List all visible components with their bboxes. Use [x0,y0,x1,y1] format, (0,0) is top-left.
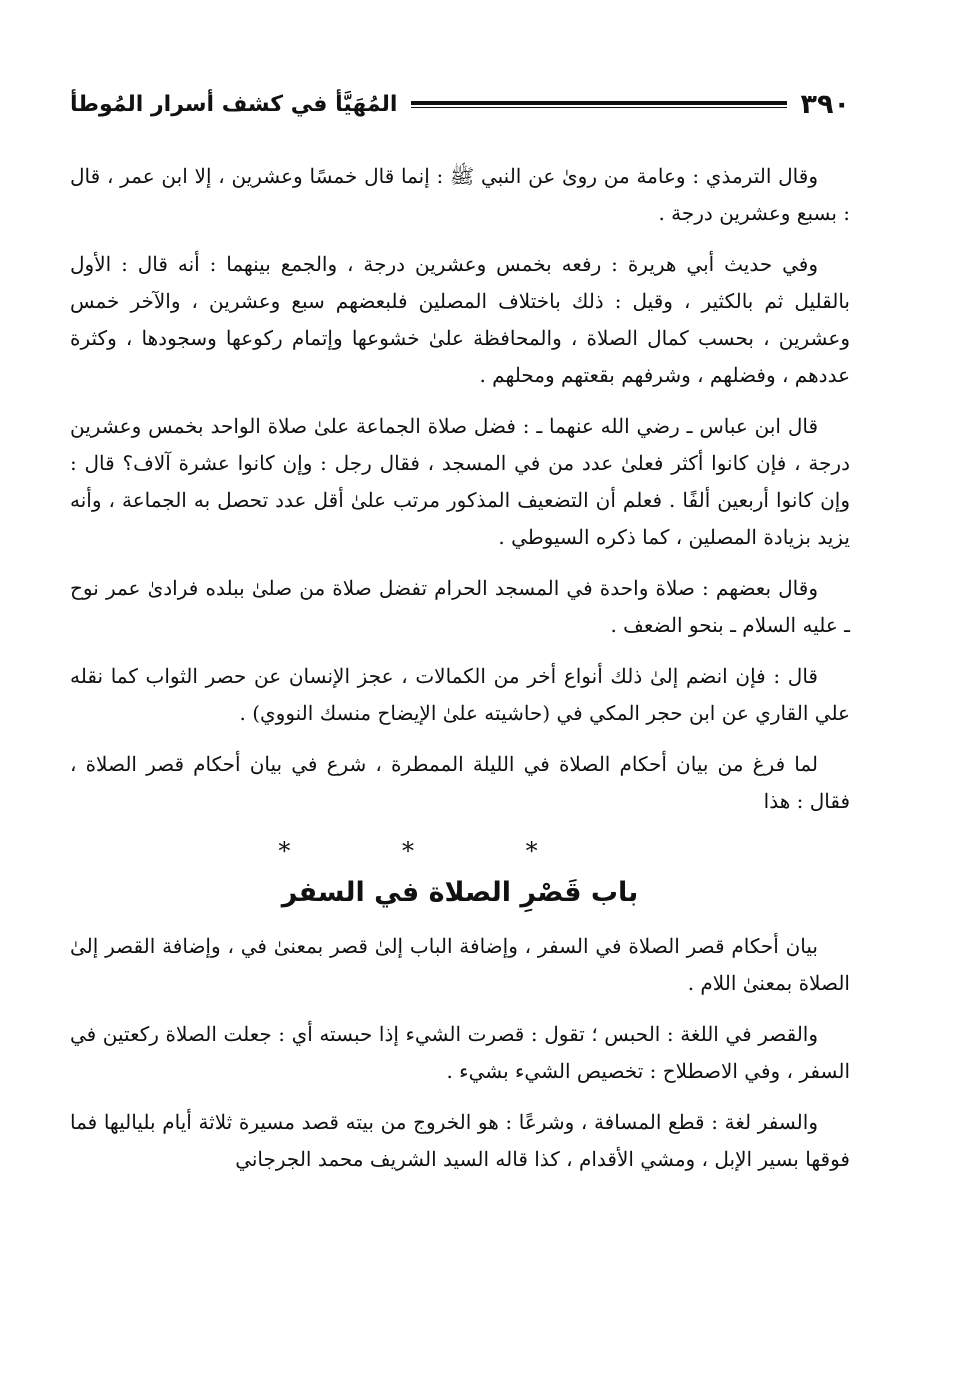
paragraph: وقال بعضهم : صلاة واحدة في المسجد الحرام تفضل صلاة من صلىٰ ببلده فرادىٰ عمر نوح ـ عليه السلام ـ بنحو الضعف . [70,576,850,637]
page-body [70,158,850,1192]
section-separator: * * * [278,837,590,865]
header-rule-thick [411,101,786,105]
page-number: ٣٩٠ [800,88,850,120]
chapter-title: باب قَصْرِ الصلاة في السفر [281,877,639,908]
paragraph: قال ابن عباس ـ رضي الله عنهما ـ : فضل صلاة الجماعة علىٰ صلاة الواحد بخمس وعشرين درجة ، فإن كانوا أكثر فعلىٰ عدد من في المسجد ، فقال رجل : وإن كانوا عشرة آلاف؟ قال : وإن كانوا أربعين ألفًا . فعلم أن التضعيف المذكور مرتب علىٰ أقل عدد تحصل به الجماعة ، وأنه يزيد بزيادة المصلين ، كما ذكره السيوطي . [70,414,850,549]
paragraph: قال : فإن انضم إلىٰ ذلك أنواع أخر من الكمالات ، عجز الإنسان عن حصر الثواب كما نقله علي القاري عن ابن حجر المكي في (حاشيته علىٰ الإيضاح منسك النووي) . [70,664,850,725]
header-rule [411,99,786,109]
paragraph: بيان أحكام قصر الصلاة في السفر ، وإضافة الباب إلىٰ قصر بمعنىٰ في ، وإضافة القصر إلىٰ الصلاة بمعنىٰ اللام . [70,934,850,995]
book-page [70,70,850,1360]
header-rule-thin [411,107,786,108]
paragraph: لما فرغ من بيان أحكام الصلاة في الليلة الممطرة ، شرع في بيان أحكام قصر الصلاة ، فقال : هذا [70,752,850,813]
page-header [70,84,850,124]
paragraph: وقال الترمذي : وعامة من روىٰ عن النبي ﷺ : إنما قال خمسًا وعشرين ، إلا ابن عمر ، قال : بسبع وعشرين درجة . [70,164,850,225]
paragraph: والقصر في اللغة : الحبس ؛ تقول : قصرت الشيء إذا حبسته أي : جعلت الصلاة ركعتين في السفر ، وفي الاصطلاح : تخصيص الشيء بشيء . [70,1022,850,1083]
paragraph: وفي حديث أبي هريرة : رفعه بخمس وعشرين درجة ، والجمع بينهما : أنه قال : الأول بالقليل ثم بالكثير ، وقيل : ذلك باختلاف المصلين فلبعضهم سبع وعشرين ، والآخر خمس وعشرين ، بحسب كمال الصلاة ، والمحافظة علىٰ خشوعها وإتمام ركوعها وسجودها ، وكثرة عددهم ، وفضلهم ، وشرفهم بقعتهم ومحلهم . [70,252,850,387]
running-title: المُهَيَّأ في كشف أسرار المُوطأ [70,91,398,117]
paragraph: والسفر لغة : قطع المسافة ، وشرعًا : هو الخروج من بيته قصد مسيرة ثلاثة أيام بلياليها فما فوقها بسير الإبل ، ومشي الأقدام ، كذا قاله السيد الشريف محمد الجرجاني [70,1110,850,1171]
